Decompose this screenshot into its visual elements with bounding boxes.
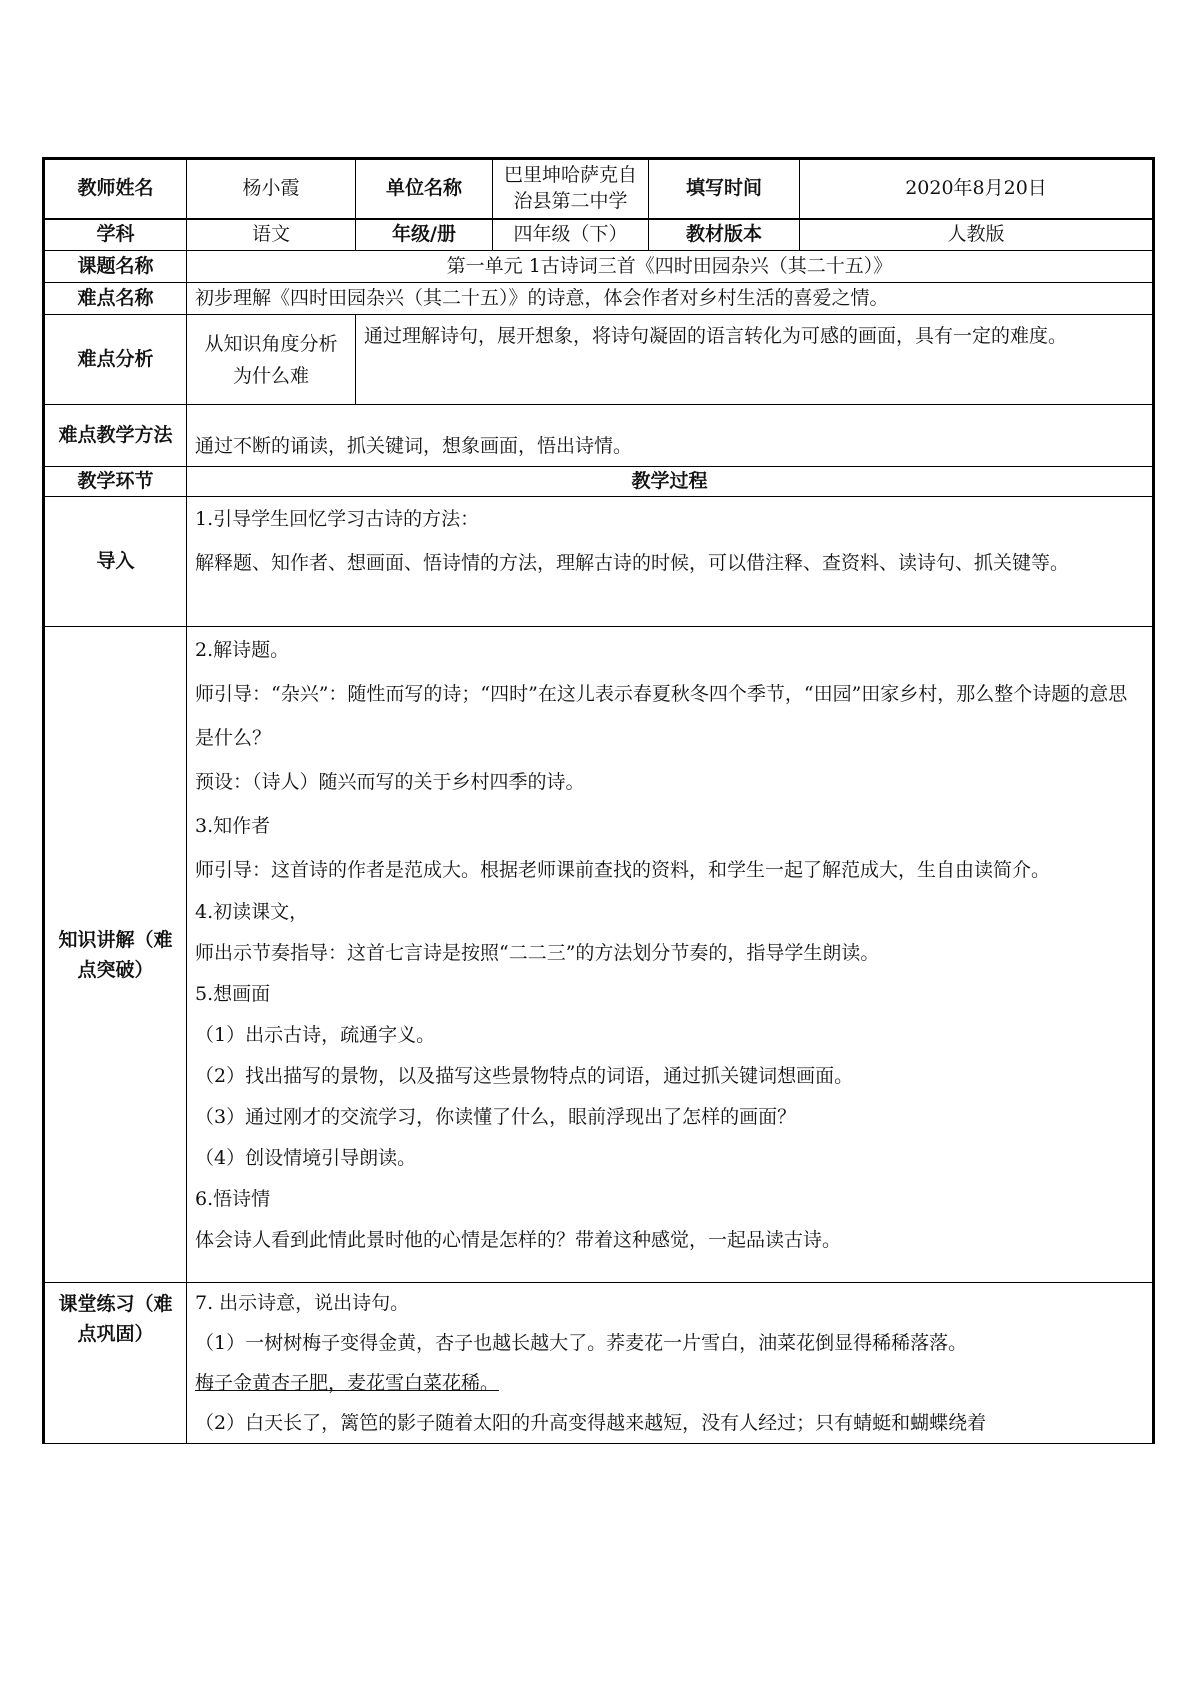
teacher-name-value: 杨小霞 [187,159,356,219]
process-header: 教学过程 [187,467,1154,497]
knowledge-row [44,627,1154,1283]
difficulty-row [44,283,1154,315]
knowledge-line: 4.初读课文， [195,901,309,923]
method-row [44,405,1154,467]
method-label: 难点教学方法 [44,405,187,467]
topic-label: 课题名称 [44,251,187,283]
knowledge-line: 2.解诗题。 [195,639,290,661]
date-value: 2020年8月20日 [800,159,1154,219]
knowledge-line: 5.想画面 [195,983,271,1005]
knowledge-line: （1）出示古诗，疏通字义。 [195,1024,436,1046]
subject-row [44,219,1154,251]
method-value: 通过不断的诵读，抓关键词，想象画面，悟出诗情。 [187,405,1154,467]
knowledge-content [187,627,1154,1283]
grade-value: 四年级（下） [493,219,649,251]
process-header-row [44,467,1154,497]
practice-line: （1）一树树梅子变得金黄，杏子也越长越大了。荞麦花一片雪白，油菜花倒显得稀稀落落。 [195,1332,968,1354]
knowledge-line: 师引导：这首诗的作者是范成大。根据老师课前查找的资料，和学生一起了解范成大，生自由读简介。 [195,859,1051,881]
unit-name-value: 巴里坤哈萨克自治县第二中学 [493,159,649,219]
topic-value: 第一单元 1古诗词三首《四时田园杂兴（其二十五）》 [187,251,1154,283]
grade-label: 年级/册 [356,219,493,251]
intro-line: 1.引导学生回忆学习古诗的方法： [195,508,480,530]
knowledge-line: （4）创设情境引导朗读。 [195,1147,417,1169]
subject-value: 语文 [187,219,356,251]
analysis-value: 通过理解诗句，展开想象，将诗句凝固的语言转化为可感的画面，具有一定的难度。 [356,315,1154,405]
practice-line: （2）白天长了，篱笆的影子随着太阳的升高变得越来越短，没有人经过；只有蜻蜓和蝴蝶绕着 [195,1412,987,1434]
subject-label: 学科 [44,219,187,251]
practice-line: 7. 出示诗意，说出诗句。 [195,1292,410,1314]
intro-content [187,497,1154,627]
edition-value: 人教版 [800,219,1154,251]
practice-content [187,1283,1154,1444]
knowledge-line: （2）找出描写的景物，以及描写这些景物特点的词语，通过抓关键词想画面。 [195,1065,854,1087]
analysis-row [44,315,1154,405]
intro-row [44,497,1154,627]
unit-name-label: 单位名称 [356,159,493,219]
teacher-row [44,159,1154,219]
knowledge-label: 知识讲解（难点突破） [44,627,187,1283]
knowledge-line: 3.知作者 [195,815,271,837]
topic-row [44,251,1154,283]
practice-answer-line: 梅子金黄杏子肥，麦花雪白菜花稀。 [195,1372,500,1394]
knowledge-line: 6.悟诗情 [195,1188,271,1210]
stage-header: 教学环节 [44,467,187,497]
knowledge-line: （3）通过刚才的交流学习，你读懂了什么，眼前浮现出了怎样的画面？ [195,1106,797,1128]
knowledge-line: 师出示节奏指导：这首七言诗是按照“二二三”的方法划分节奏的，指导学生朗读。 [195,942,880,964]
practice-label: 课堂练习（难点巩固） [44,1283,187,1444]
practice-row [44,1283,1154,1444]
intro-label: 导入 [44,497,187,627]
teacher-name-label: 教师姓名 [44,159,187,219]
knowledge-line: 体会诗人看到此情此景时他的心情是怎样的？带着这种感觉，一起品读古诗。 [195,1229,842,1251]
analysis-sub-label: 从知识角度分析为什么难 [187,315,356,405]
difficulty-label: 难点名称 [44,283,187,315]
difficulty-value: 初步理解《四时田园杂兴（其二十五）》的诗意，体会作者对乡村生活的喜爱之情。 [187,283,1154,315]
knowledge-line: 师引导：“杂兴”：随性而写的诗；“四时”在这儿表示春夏秋冬四个季节，“田园”田家乡村，那么整个诗题的意思是什么？ [195,683,1128,749]
intro-line: 解释题、知作者、想画面、悟诗情的方法，理解古诗的时候，可以借注释、查资料、读诗句、抓关键等。 [195,552,1070,574]
date-label: 填写时间 [649,159,800,219]
knowledge-line: 预设：（诗人）随兴而写的关于乡村四季的诗。 [195,771,585,793]
edition-label: 教材版本 [649,219,800,251]
analysis-label: 难点分析 [44,315,187,405]
lesson-plan-table [42,157,1155,1444]
